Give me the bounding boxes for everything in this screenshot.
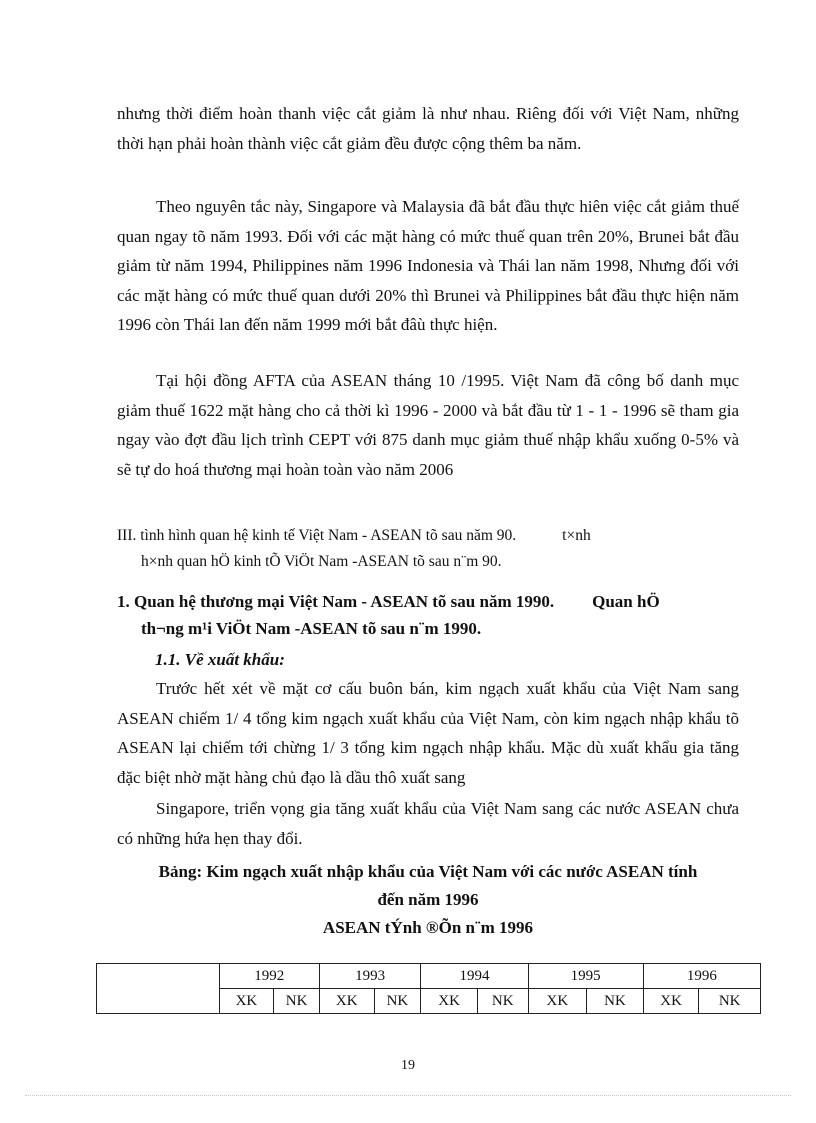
section-3-title-tail: t×nh — [562, 527, 591, 544]
table-corner-cell — [97, 964, 220, 1014]
year-header: 1996 — [643, 964, 760, 989]
table-caption-line-2: đến năm 1996 — [377, 890, 479, 909]
export-header: XK — [643, 989, 699, 1014]
year-header: 1992 — [219, 964, 319, 989]
year-header: 1995 — [528, 964, 643, 989]
heading-1-tail: Quan hÖ — [592, 592, 660, 611]
table-caption-line-3: ASEAN tÝnh ®Õn n¨m 1996 — [322, 918, 534, 937]
export-header: XK — [219, 989, 274, 1014]
import-header: NK — [274, 989, 320, 1014]
year-header: 1993 — [319, 964, 420, 989]
paragraph-3: Tại hội đồng AFTA của ASEAN tháng 10 /1995. Việt Nam đã công bố danh mục giảm thuế 1622 mặt hàng cho cả thời kì 1996 - 2000 và bắt đầu từ 1 - 1 - 1996 sẽ tham gia ngay vào đợt đầu lịch trình CEPT với 875 danh mục giảm thuế nhập khẩu xuống 0-5% và sẽ tự do hoá thương mại hoàn toàn vào năm 2006 — [117, 371, 739, 479]
table-caption-line-1: Bảng: Kim ngạch xuất nhập khẩu của Việt Nam với các nước ASEAN tính — [158, 862, 698, 881]
table-header-years — [97, 964, 761, 989]
paragraph-2: Theo nguyên tắc này, Singapore và Malaysia đã bắt đầu thực hiên việc cắt giảm thuế quan ngay tõ năm 1993. Đối với các mặt hàng có mức thuế quan trên 20%, Brunei bắt đầu giảm từ năm 1994, Philippines năm 1996 Indonesia và Thái lan năm 1998, Nhưng đối với các mặt hàng có mức thuế quan dưới 20% thì Brunei và Philippines bắt đầu thực hiện năm 1996 còn Thái lan đến năm 1999 mới bắt đâù thực hiện. — [117, 197, 739, 334]
export-header: XK — [319, 989, 374, 1014]
section-3-title: III. tình hình quan hệ kinh tế Việt Nam - ASEAN tõ sau năm 90. — [117, 527, 517, 544]
heading-1-title: 1. Quan hệ thương mại Việt Nam - ASEAN tõ sau năm 1990. — [117, 592, 555, 611]
import-header: NK — [477, 989, 528, 1014]
section-3-heading — [117, 523, 739, 575]
export-header: XK — [421, 989, 478, 1014]
paragraph-5: Singapore, triển vọng gia tăng xuất khẩu của Việt Nam sang các nước ASEAN chưa có những hứa hẹn thay đổi. — [117, 799, 739, 848]
section-3-title-garbled: h×nh quan hÖ kinh tÕ ViÖt Nam -ASEAN tõ sau n¨m 90. — [141, 553, 502, 570]
subheading-export: 1.1. Về xuất khẩu: — [155, 650, 285, 669]
table-caption — [117, 858, 739, 942]
import-header: NK — [699, 989, 761, 1014]
heading-1 — [117, 588, 777, 642]
import-header: NK — [587, 989, 644, 1014]
trade-table — [96, 963, 761, 1014]
page-number: 19 — [401, 1058, 415, 1073]
footer-divider — [25, 1095, 791, 1096]
heading-1-garbled: th¬ng m¹i ViÖt Nam -ASEAN tõ sau n¨m 1990. — [141, 619, 482, 638]
export-header: XK — [528, 989, 587, 1014]
paragraph-1: nhưng thời điểm hoàn thanh việc cắt giảm là như nhau. Riêng đối với Việt Nam, những thời hạn phải hoàn thành việc cắt giảm đều được cộng thêm ba năm. — [117, 104, 739, 153]
import-header: NK — [374, 989, 421, 1014]
year-header: 1994 — [421, 964, 528, 989]
paragraph-4: Trước hết xét về mặt cơ cấu buôn bán, kim ngạch xuất khẩu của Việt Nam sang ASEAN chiếm 1/ 4 tổng kim ngạch xuất khẩu của Việt Nam, còn kim ngạch nhập khẩu tõ ASEAN lại chiếm tới chừng 1/ 3 tổng kim ngạch nhập khẩu. Mặc dù xuất khẩu gia tăng đặc biệt nhờ mặt hàng chủ đạo là dầu thô xuất sang — [117, 679, 739, 787]
